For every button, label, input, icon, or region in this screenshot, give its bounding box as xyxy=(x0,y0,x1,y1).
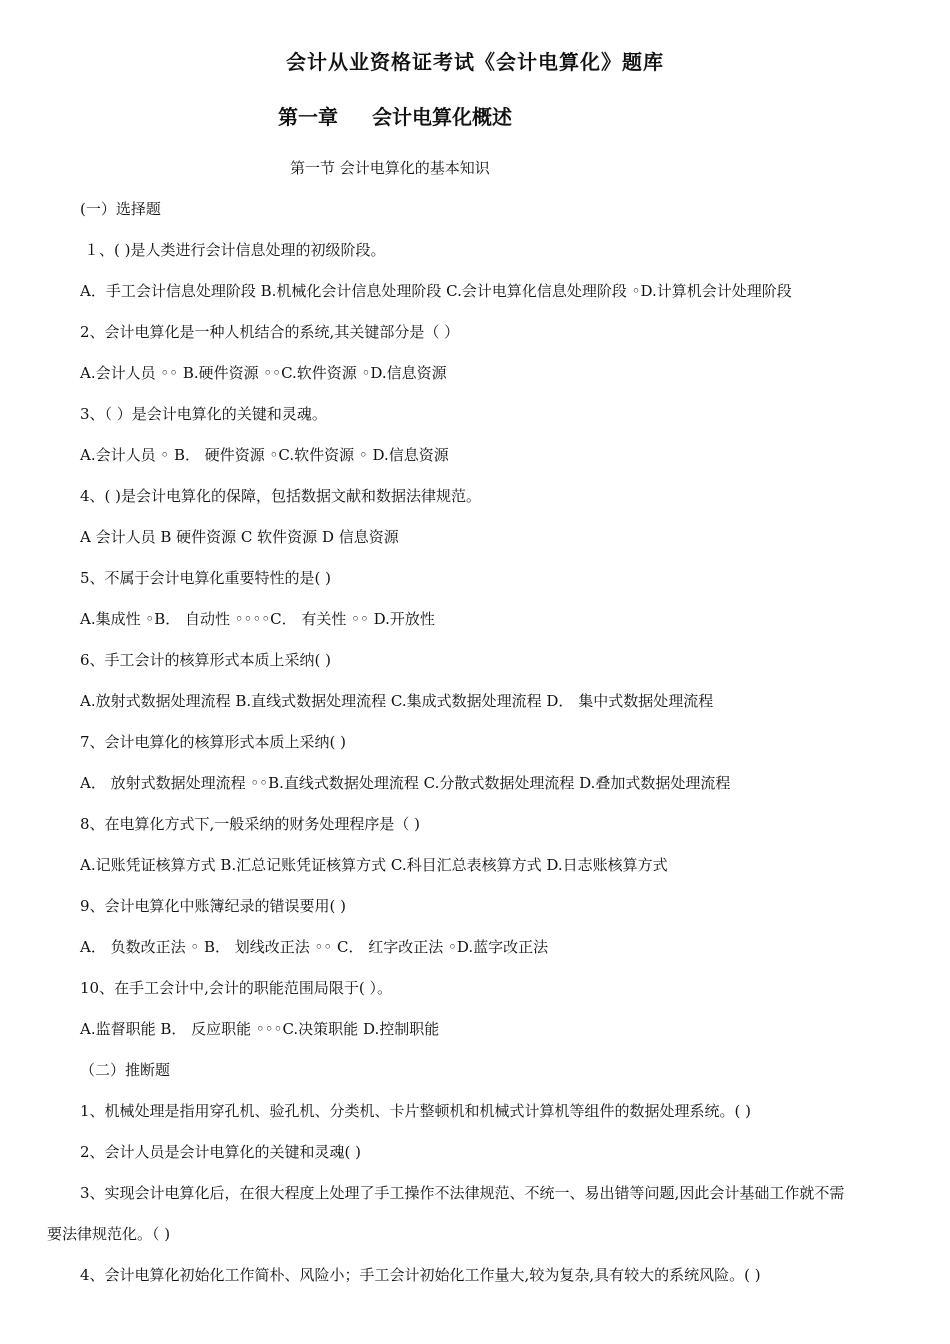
question-4: 4、( )是会计电算化的保障，包括数据文献和数据法律规范。 xyxy=(80,487,482,505)
judgment-section-heading: （二）推断题 xyxy=(80,1061,171,1079)
question-8: 8、在电算化方式下,一般采纳的财务处理程序是（ ) xyxy=(80,815,420,833)
judgment-1: 1、机械处理是指用穿孔机、验孔机、分类机、卡片整顿机和机械式计算机等组件的数据处理系统。( ) xyxy=(80,1102,752,1120)
question-6: 6、手工会计的核算形式本质上采纳( ) xyxy=(80,651,332,669)
choice-section-heading: (一）选择题 xyxy=(80,200,161,218)
question-9: 9、会计电算化中账簿纪录的错误要用( ) xyxy=(80,897,347,915)
question-3-options: A.会计人员 ◦ B． 硬件资源 ◦C.软件资源 ◦ D.信息资源 xyxy=(80,446,449,464)
chapter-name: 会计电算化概述 xyxy=(372,105,512,129)
question-8-options: A.记账凭证核算方式 B.汇总记账凭证核算方式 C.科目汇总表核算方式 D.日志账核算方式 xyxy=(80,856,668,874)
question-2: 2、会计电算化是一种人机结合的系统,其关键部分是（ ） xyxy=(80,323,460,341)
judgment-4: 4、会计电算化初始化工作简朴、风险小；手工会计初始化工作量大,较为复杂,具有较大的系统风险。( ) xyxy=(80,1266,761,1284)
question-7-options: A． 放射式数据处理流程 ◦◦B.直线式数据处理流程 C.分散式数据处理流程 D.叠加式数据处理流程 xyxy=(80,774,731,792)
judgment-3: 3、实现会计电算化后，在很大程度上处理了手工操作不法律规范、不统一、易出错等问题,因此会计基础工作就不需 xyxy=(80,1184,845,1202)
document-title: 会计从业资格证考试《会计电算化》题库 xyxy=(286,50,664,74)
question-10: 10、在手工会计中,会计的职能范围局限于( ）。 xyxy=(80,979,392,997)
question-5-options: A.集成性 ◦B． 自动性 ◦◦◦◦C． 有关性 ◦◦ D.开放性 xyxy=(80,610,435,628)
chapter-number: 第一章 xyxy=(278,105,338,129)
question-4-options: A 会计人员 B 硬件资源 C 软件资源 D 信息资源 xyxy=(80,528,399,546)
question-1-options: A．手工会计信息处理阶段 B.机械化会计信息处理阶段 C.会计电算化信息处理阶段 ◦D.计算机会计处理阶段 xyxy=(80,282,792,300)
question-1: １、( )是人类进行会计信息处理的初级阶段。 xyxy=(84,241,386,259)
judgment-3-continued: 要法律规范化。（ ) xyxy=(47,1225,171,1243)
chapter-title xyxy=(278,101,512,130)
question-5: 5、不属于会计电算化重要特性的是( ) xyxy=(80,569,332,587)
question-10-options: A.监督职能 B． 反应职能 ◦◦◦C.决策职能 D.控制职能 xyxy=(80,1020,440,1038)
question-7: 7、会计电算化的核算形式本质上采纳( ) xyxy=(80,733,347,751)
question-2-options: A.会计人员 ◦◦ B.硬件资源 ◦◦C.软件资源 ◦D.信息资源 xyxy=(80,364,447,382)
judgment-2: 2、会计人员是会计电算化的关键和灵魂( ) xyxy=(80,1143,362,1161)
question-6-options: A.放射式数据处理流程 B.直线式数据处理流程 C.集成式数据处理流程 D． 集中式数据处理流程 xyxy=(80,692,714,710)
question-9-options: A． 负数改正法 ◦ B． 划线改正法 ◦◦ C． 红字改正法 ◦D.蓝字改正法 xyxy=(80,938,549,956)
section-title: 第一节 会计电算化的基本知识 xyxy=(290,159,490,177)
question-3: 3、（ ）是会计电算化的关键和灵魂。 xyxy=(80,405,327,423)
